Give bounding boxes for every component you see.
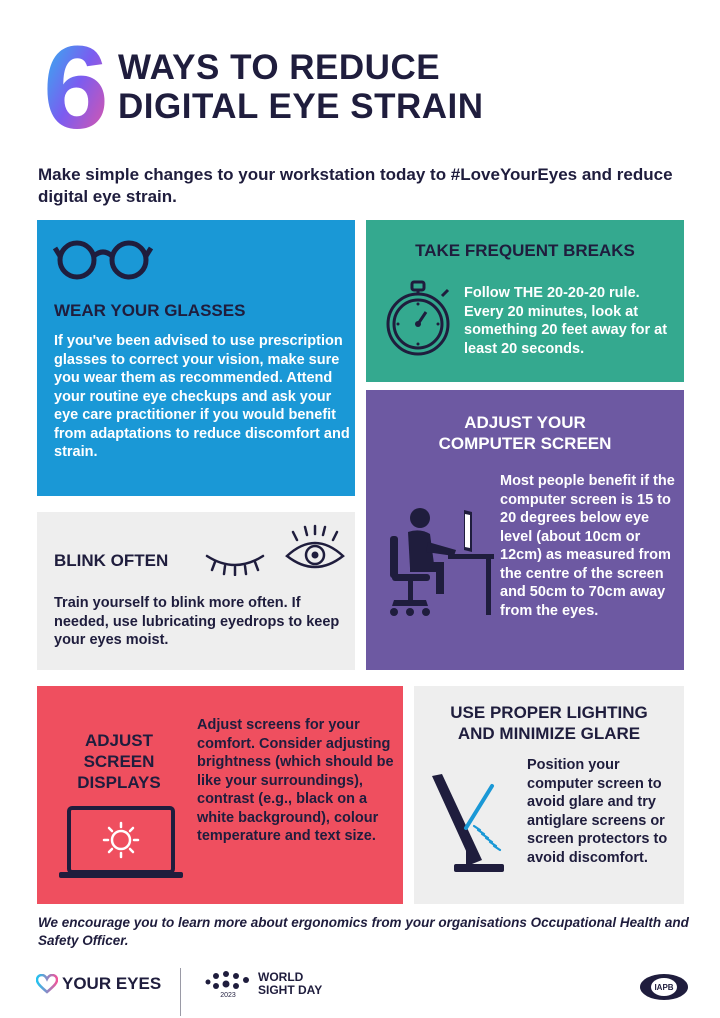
svg-text:6: 6 [43, 34, 109, 134]
card-proper-lighting-title [414, 702, 684, 744]
card-proper-lighting-title-line1: USE PROPER LIGHTING [450, 703, 648, 722]
card-proper-lighting-body: Position your computer screen to avoid glare and try antiglare screens or screen protectors to avoid discomfort. [527, 757, 668, 866]
stopwatch-icon [382, 276, 458, 360]
card-screen-displays-title [59, 730, 179, 793]
iapb-logo [638, 972, 690, 1002]
heart-icon [36, 974, 58, 994]
card-screen-displays-body: Adjust screens for your comfort. Consider adjusting brightness (which should be like your surroundings), contrast (e.g., black on a white background), colour temperature and text size. [197, 717, 394, 844]
card-wear-glasses-body: If you've been advised to use prescription glasses to correct your vision, make sure you wear them as recommended. Attend your routine eye checkups and ask your eye care practitioner if you would benefit from adaptations to reduce discomfort and strain. [54, 333, 350, 460]
card-wear-glasses-title: WEAR YOUR GLASSES [54, 301, 246, 320]
glare-icon [422, 768, 522, 888]
your-eyes-logo [36, 970, 161, 998]
card-computer-screen-title-line2: COMPUTER SCREEN [438, 434, 612, 453]
card-screen-displays-title-line2: SCREEN [83, 752, 155, 771]
open-eye-icon [283, 524, 347, 574]
card-computer-screen-title [366, 412, 684, 454]
page-title-line2: DIGITAL EYE STRAIN [118, 87, 484, 126]
world-sight-day-dots-icon [204, 970, 252, 998]
card-screen-displays-title-line1: ADJUST [84, 731, 153, 750]
intro-text: Make simple changes to your workstation today to #LoveYourEyes and reduce digital eye strain. [38, 165, 673, 206]
card-computer-screen-body: Most people benefit if the computer screen is 15 to 20 degrees below eye level (about 10cm or 12cm) as measured from the centre of the screen and 50cm to 70cm away from the eyes. [500, 473, 675, 619]
card-screen-displays-title-line3: DISPLAYS [77, 773, 161, 792]
footer-note: We encourage you to learn more about ergonomics from your organisations Occupational Health and Safety Officer. [38, 915, 689, 948]
card-proper-lighting-title-line2: AND MINIMIZE GLARE [457, 724, 641, 743]
card-blink-often [37, 512, 355, 670]
world-sight-day-line1: WORLD [258, 970, 304, 984]
card-blink-often-title: BLINK OFTEN [54, 551, 169, 570]
world-sight-day-line2: SIGHT DAY [258, 983, 323, 997]
card-blink-often-body: Train yourself to blink more often. If needed, use lubricating eyedrops to keep your eyes moist. [54, 595, 340, 648]
logo-divider [180, 968, 181, 1016]
card-computer-screen [366, 390, 684, 670]
closed-eye-icon [203, 548, 267, 576]
world-sight-day-logo [204, 970, 322, 998]
svg-text:IAPB: IAPB [654, 983, 674, 992]
glasses-icon [53, 234, 153, 282]
page-title [118, 48, 484, 126]
monitor-brightness-icon [59, 804, 183, 882]
card-frequent-breaks-body: Follow THE 20-20-20 rule. Every 20 minutes, look at something 20 feet away for at least 20 seconds. [464, 285, 668, 357]
number-six-graphic [34, 34, 118, 134]
your-eyes-logo-text: YOUR EYES [62, 974, 162, 993]
person-at-desk-icon [382, 502, 494, 620]
card-proper-lighting [414, 686, 684, 904]
svg-text:2023: 2023 [220, 992, 236, 998]
card-screen-displays [37, 686, 403, 904]
card-frequent-breaks [366, 220, 684, 382]
card-wear-glasses [37, 220, 355, 496]
world-sight-day-logo-text [258, 971, 322, 997]
card-frequent-breaks-title: TAKE FREQUENT BREAKS [415, 241, 635, 260]
page-title-line1: WAYS TO REDUCE [118, 48, 441, 87]
card-computer-screen-title-line1: ADJUST YOUR [464, 413, 586, 432]
